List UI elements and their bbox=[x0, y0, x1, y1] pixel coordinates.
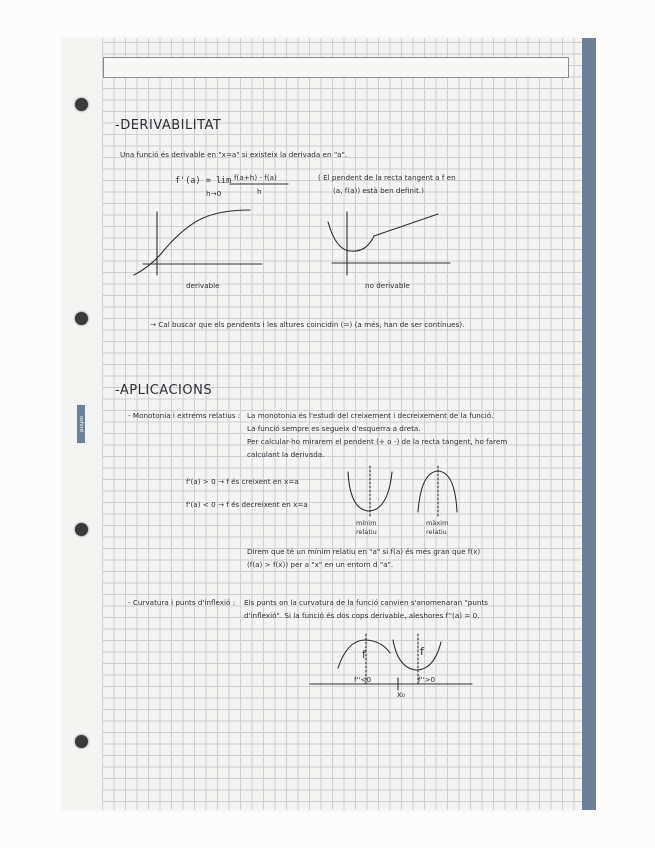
graph-not-derivable-caption: no derivable bbox=[365, 281, 410, 290]
max-caption-1: màxim bbox=[426, 519, 449, 527]
rule-decreasing: f'(a) < 0 → f és decreixent en x=a bbox=[186, 500, 308, 509]
max-caption-2: relatiu bbox=[426, 528, 447, 536]
second-derivative-negative: f''<0 bbox=[354, 675, 372, 684]
curvature-line1: Els punts on la curvatura de la funció canvien s'anomenaran "punts bbox=[244, 598, 489, 607]
tangent-note-line1: ( El pendent de la recta tangent a f en bbox=[318, 173, 456, 182]
graph-inflection bbox=[310, 634, 472, 690]
graph-minimum bbox=[348, 466, 392, 516]
limit-denominator: h bbox=[257, 187, 262, 196]
extremum-line1: Direm que té un mínim relatiu en "a" si f(a) és més gran que f(x) bbox=[247, 547, 481, 556]
monotonia-line1: La monotonia és l'estudi del creixement i decreixement de la funció. bbox=[247, 411, 494, 420]
second-derivative-positive: f''>0 bbox=[418, 675, 436, 684]
min-caption-1: mínim bbox=[356, 519, 377, 527]
graph-derivable-caption: derivable bbox=[186, 281, 220, 290]
derivability-remark: → Cal buscar que els pendents i les altures coincidin (=) (a més, han de ser contínues). bbox=[150, 320, 465, 329]
limit-lhs: f'(a) = lim bbox=[175, 176, 232, 186]
min-caption-2: relatiu bbox=[356, 528, 377, 536]
inflection-point-label: x₀ bbox=[397, 690, 405, 699]
monotonia-line3: Per calcular-ho mirarem el pendent (+ o -) de la recta tangent, ho farem bbox=[247, 437, 508, 446]
section-heading-derivabilitat: -DERIVABILITAT bbox=[115, 118, 222, 133]
graph-not-derivable bbox=[328, 212, 450, 275]
derivative-definition: Una funció és derivable en "x=a" si existeix la derivada en "a". bbox=[120, 150, 348, 159]
tangent-note-line2: (a, f(a)) està ben definit.) bbox=[333, 186, 424, 195]
curvature-title: - Curvatura i punts d'inflexió : bbox=[128, 598, 236, 607]
limit-numerator: f(a+h) - f(a) bbox=[234, 173, 277, 182]
limit-subscript: h→0 bbox=[206, 189, 222, 198]
monotonia-title: - Monotonia i extrems relatius : bbox=[128, 411, 241, 420]
extremum-line2: (f(a) > f(x)) per a "x" en un entorn d "a". bbox=[247, 560, 394, 569]
graph-derivable bbox=[134, 210, 262, 275]
section-heading-aplicacions: -APLICACIONS bbox=[115, 383, 213, 398]
brand-logo: oxford bbox=[77, 405, 85, 443]
curvature-line2: d'inflexió". Si la funció és dos cops derivable, aleshores f''(a) = 0. bbox=[244, 611, 480, 620]
curve-label-convex: f bbox=[420, 645, 424, 658]
curve-label-concave: f bbox=[362, 648, 366, 661]
graph-maximum bbox=[418, 466, 457, 516]
rule-increasing: f'(a) > 0 → f és creixent en x=a bbox=[186, 477, 299, 486]
monotonia-line2: La funció sempre es segueix d'esquerra a dreta. bbox=[247, 424, 421, 433]
monotonia-line4: calculant la derivada. bbox=[247, 450, 325, 459]
